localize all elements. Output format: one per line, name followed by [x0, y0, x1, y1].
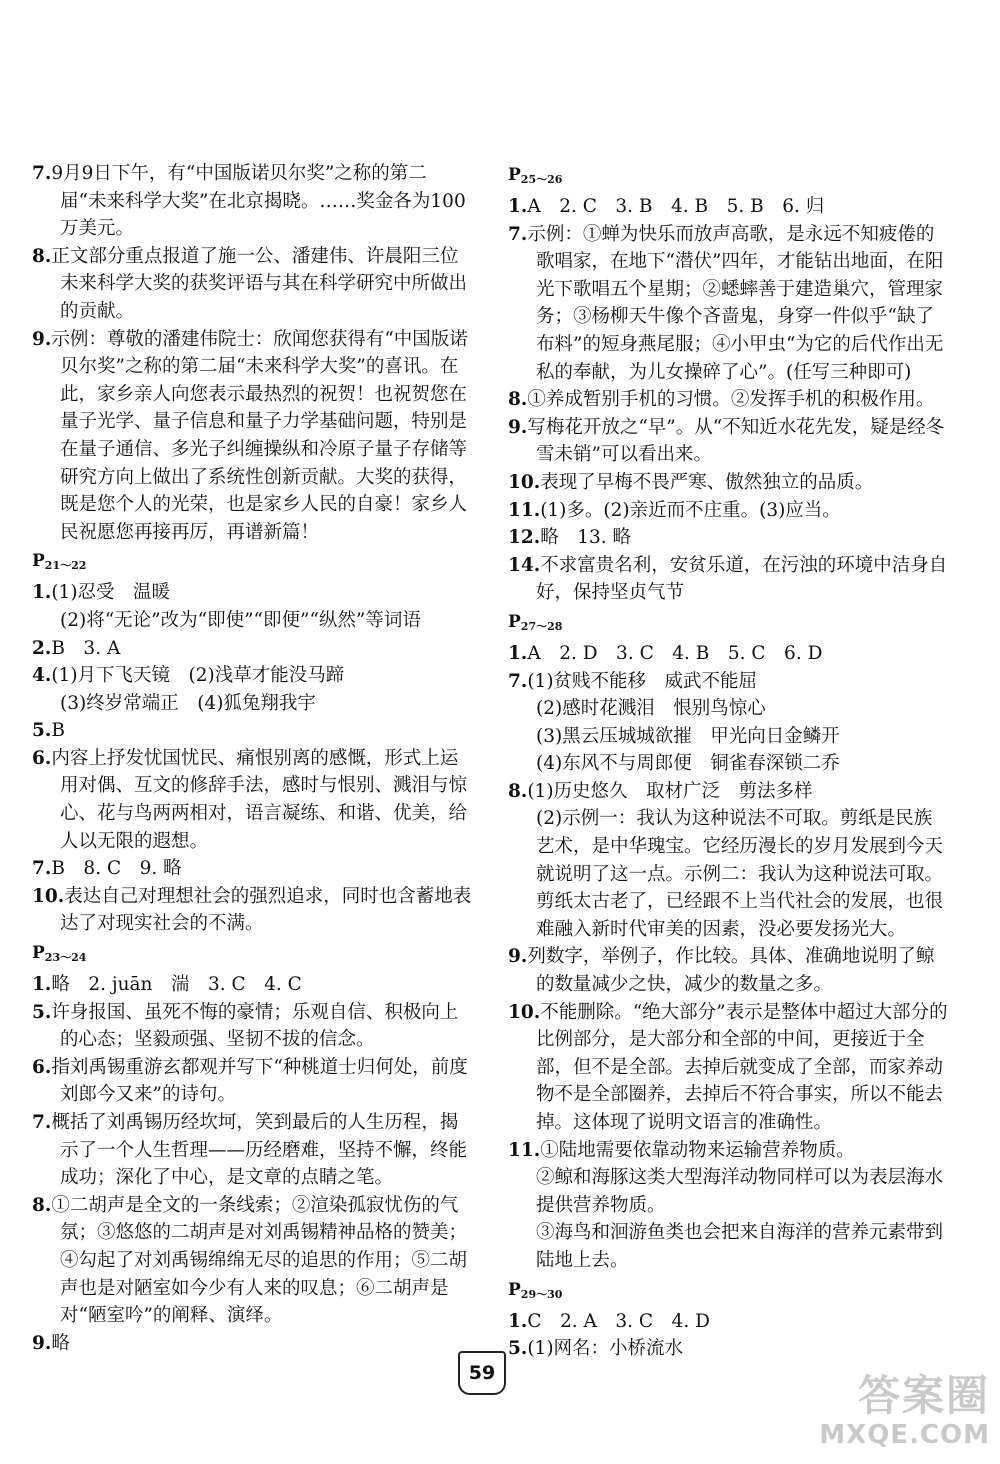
answer-item — [32, 745, 472, 855]
answer-number: 9. — [508, 416, 528, 438]
answer-item — [508, 1335, 948, 1363]
section-page-prefix: P — [508, 611, 521, 632]
answer-number: 7. — [32, 163, 52, 184]
answer-number: 9. — [32, 328, 52, 350]
watermark-top: 答案圈 — [857, 1371, 990, 1420]
answer-number: 4. — [32, 665, 52, 687]
answer-text: 正文部分重点报道了施一公、潘建伟、许晨阳三位未来科学大奖的获奖评语与其在科学研究中所做出的贡献。 — [51, 245, 468, 322]
answer-item — [32, 717, 472, 745]
answer-text: 许身报国、虽死不悔的豪情；乐观自信、积极向上的心态；坚毅顽强、坚韧不拔的信念。 — [51, 1001, 459, 1051]
answer-text: ①养成暂别手机的习惯。②发挥手机的积极作用。 — [527, 389, 935, 411]
answer-number: 8. — [32, 245, 52, 267]
answer-number: 6. — [32, 747, 52, 769]
page-number: 59 — [458, 1351, 506, 1395]
answer-item — [32, 635, 472, 663]
answer-text: B — [51, 720, 65, 742]
section-page-prefix: P — [508, 1279, 521, 1300]
answer-number: 5. — [32, 720, 52, 742]
answer-text: 不求富贵名利，安贫乐道，在污浊的环境中洁身自好，保持坚贞气节 — [536, 554, 948, 604]
answer-item — [32, 883, 472, 938]
answer-number: 1. — [508, 1310, 528, 1332]
section-page-prefix: P — [32, 943, 45, 964]
answer-text: 表达自己对理想社会的强烈追求，同时也含蓄地表达了对现实社会的不满。 — [60, 885, 472, 935]
answer-continuation: (2)将“无论”改为“即使”“即便”“纵然”等词语 — [60, 609, 421, 631]
answer-text: 9月9日下午，有“中国版诺贝尔奖”之称的第二届“未来科学大奖”在北京揭晓。……奖金各为100万美元。 — [51, 163, 466, 240]
answer-continuation: (3)终岁常端正 (4)狐兔翔我宇 — [60, 692, 316, 714]
answer-item — [508, 1137, 948, 1165]
answer-number: 7. — [32, 1112, 52, 1133]
answer-text: B 3. A — [51, 637, 121, 659]
answer-text: 列数字，举例子，作比较。具体、准确地说明了鲸的数量减少之快，减少的数量之多。 — [527, 946, 935, 996]
answer-item — [508, 524, 948, 552]
section-page-range: 27～28 — [520, 619, 563, 633]
section-page-prefix: P — [32, 551, 45, 572]
answer-number: 11. — [508, 499, 541, 521]
answer-item — [32, 326, 472, 547]
answer-number: 5. — [32, 1001, 52, 1023]
answer-text: ①二胡声是全文的一条线索；②渲染孤寂忧伤的气氛；③悠悠的二胡声是对刘禹锡精神品格的赞美；④勾起了对刘禹锡绵绵无尽的追思的作用；⑤二胡声也是对陋室如今少有人来的叹息；⑥二胡声是对“陋室吟”的阐释、演绎。 — [51, 1194, 468, 1327]
answer-item — [32, 579, 472, 607]
answer-number: 1. — [32, 974, 52, 996]
answer-item — [32, 1192, 472, 1330]
answer-text: (1)月下飞天镜 (2)浅草才能没马蹄 — [51, 665, 345, 687]
section-heading — [508, 1279, 948, 1306]
answer-text: 略 13. 略 — [540, 527, 631, 549]
answer-item — [508, 497, 948, 525]
answer-item — [32, 1109, 472, 1192]
answer-item — [32, 662, 472, 690]
section-heading — [32, 942, 472, 969]
answer-number: 5. — [508, 1338, 528, 1360]
answer-text: 内容上抒发忧国忧民、痛恨别离的感慨，形式上运用对偶、互文的修辞手法，感时与恨别、溅泪与惊心、花与鸟两两相对，语言凝练、和谐、优美，给人以无限的遐想。 — [51, 747, 468, 852]
watermark-bottom: MXQE.COM — [819, 1420, 990, 1450]
answer-number: 9. — [32, 1332, 52, 1354]
section-page-range: 25～26 — [520, 173, 563, 186]
answer-item — [508, 668, 948, 696]
answer-text: ①陆地需要依靠动物来运输营养物质。 — [540, 1139, 855, 1161]
answer-text: 略 2. juān 湍 3. C 4. C — [51, 974, 302, 996]
answer-text: 不能删除。“绝大部分”表示是整体中超过大部分的比例部分，是大部分和全部的中间，更接近于全部，但不是全部。去掉后就变成了全部，而家养动物不是全部圈养，去掉后不符合事实，所以不能去掉。这体现了说明文语言的准确性。 — [536, 1001, 948, 1133]
section-page-prefix: P — [508, 165, 521, 185]
right-column — [508, 160, 948, 1363]
answer-item — [508, 221, 948, 387]
section-page-range: 21～22 — [44, 559, 87, 573]
section-heading — [32, 550, 472, 577]
answer-text: (1)贫贱不能移 威武不能屈 — [527, 670, 758, 692]
answer-text: B 8. C 9. 略 — [51, 858, 182, 880]
section-heading — [508, 164, 948, 191]
answer-number: 14. — [508, 554, 541, 576]
answer-item — [508, 1308, 948, 1336]
answer-continuation: ②鲸和海豚这类大型海洋动物同样可以为表层海水提供营养物质。 — [536, 1167, 944, 1216]
answer-number: 1. — [508, 196, 528, 217]
section-page-range: 29～30 — [520, 1287, 563, 1301]
watermark-logo — [790, 1372, 990, 1458]
answer-item — [32, 1330, 472, 1358]
answer-number: 2. — [32, 637, 52, 659]
answer-number: 11. — [508, 1139, 541, 1161]
answer-number: 10. — [508, 471, 541, 493]
answer-number: 10. — [508, 1001, 541, 1023]
answer-text: 写梅花开放之“早”。从“不知近水花先发，疑是经冬雪未销”可以看出来。 — [527, 416, 945, 466]
section-heading — [508, 611, 948, 638]
answer-number: 6. — [32, 1056, 52, 1078]
answer-text: 示例：①蝉为快乐而放声高歌，是永远不知疲倦的歌唱家，在地下“潜伏”四年，才能钻出地面，在阳光下歌唱五个星期；②蟋蟀善于建造巢穴，管理家务；③杨柳天牛像个吝啬鬼，身穿一件似乎“缺了布料”的短身燕尾服；④小甲虫“为它的后代作出无私的奉献，为儿女操碎了心”。(任写三种即可) — [527, 223, 944, 383]
answer-text: 指刘禹锡重游玄都观并写下“种桃道士归何处，前度刘郎今又来”的诗句。 — [51, 1056, 468, 1106]
answer-text: (1)多。(2)亲近而不庄重。(3)应当。 — [540, 499, 841, 521]
answer-item — [508, 999, 948, 1137]
answer-text: (1)历史悠久 取材广泛 剪法多样 — [527, 780, 813, 802]
left-column — [32, 160, 472, 1357]
answer-text: 表现了早梅不畏严寒、傲然独立的品质。 — [540, 471, 874, 493]
answer-text: A 2. D 3. C 4. B 5. C 6. D — [527, 642, 823, 664]
answer-item — [32, 999, 472, 1054]
answer-number: 9. — [508, 946, 528, 968]
answer-number: 8. — [508, 780, 528, 802]
answer-item — [508, 469, 948, 497]
answer-text: 略 — [51, 1332, 70, 1354]
answer-item — [508, 193, 948, 221]
answer-number: 8. — [508, 389, 528, 411]
answer-text: 示例：尊敬的潘建伟院士：欣闻您获得有“中国版诺贝尔奖”之称的第二届“未来科学大奖”的喜讯。在此，家乡亲人向您表示最热烈的祝贺！也祝贺您在量子光学、量子信息和量子力学基础问题，特别是在量子通信、多光子纠缠操纵和冷原子量子存储等研究方向上做出了系统性创新贡献。大奖的获得，既是您个人的光荣，也是家乡人民的自豪！家乡人民祝愿您再接再厉，再谱新篇！ — [51, 328, 468, 543]
section-page-range: 23～24 — [44, 951, 87, 965]
answer-item — [32, 971, 472, 999]
answer-number: 8. — [32, 1194, 52, 1216]
answer-item — [32, 243, 472, 326]
answer-continuation: (3)黑云压城城欲摧 甲光向日金鳞开 — [536, 725, 840, 747]
answer-item — [508, 943, 948, 998]
answer-text: A 2. C 3. B 4. B 5. B 6. 归 — [527, 196, 825, 217]
answer-item — [508, 552, 948, 607]
answer-number: 10. — [32, 885, 65, 907]
answer-continuation: (2)示例一：我认为这种说法不可取。剪纸是民族艺术，是中华瑰宝。它经历漫长的岁月发展到今天就说明了这一点。示例二：我认为这种说法可取。剪纸太古老了，已经跟不上当代社会的发展，也很难融入新时代审美的因素，没必要发扬光大。 — [536, 808, 944, 940]
answer-continuation: (4)东风不与周郎便 铜雀春深锁二乔 — [536, 753, 840, 775]
answer-text: (1)网名：小桥流水 — [527, 1338, 684, 1360]
answer-item — [508, 640, 948, 668]
answer-text: 概括了刘禹锡历经坎坷，笑到最后的人生历程，揭示了一个人生哲理——历经磨难，坚持不懈，终能成功；深化了中心，是文章的点睛之笔。 — [51, 1112, 468, 1189]
answer-number: 1. — [508, 642, 528, 664]
answer-number: 7. — [508, 223, 528, 245]
answer-continuation: (2)感时花溅泪 恨别鸟惊心 — [536, 698, 766, 720]
answer-item — [508, 414, 948, 469]
answer-text: (1)忍受 温暖 — [51, 582, 171, 604]
answer-number: 12. — [508, 527, 541, 549]
answer-number: 7. — [32, 858, 52, 880]
answer-text: C 2. A 3. C 4. D — [527, 1310, 710, 1332]
answer-item — [32, 1054, 472, 1109]
answer-item — [32, 855, 472, 883]
answer-continuation: ③海鸟和洄游鱼类也会把来自海洋的营养元素带到陆地上去。 — [536, 1222, 944, 1271]
answer-item — [508, 778, 948, 806]
answer-number: 7. — [508, 670, 528, 692]
answer-item — [32, 160, 472, 243]
answer-number: 1. — [32, 582, 52, 604]
answer-item — [508, 386, 948, 414]
